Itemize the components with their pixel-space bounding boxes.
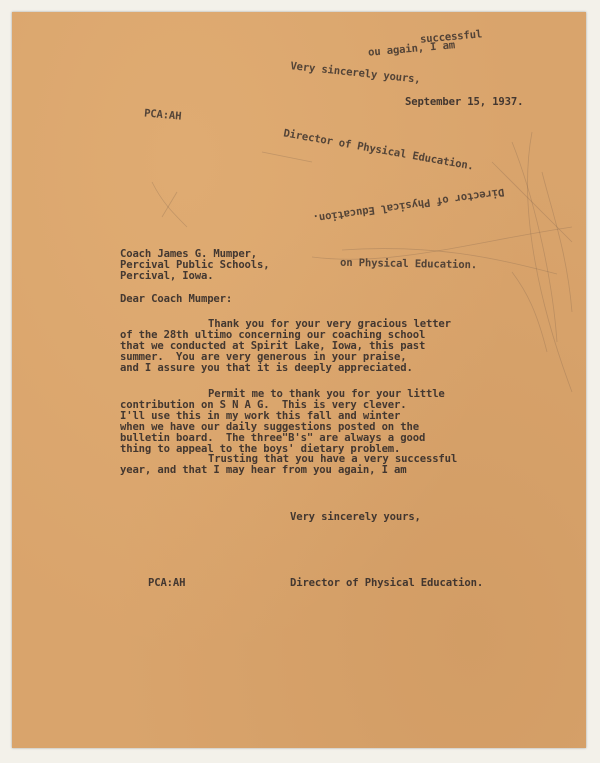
offset-mirrored-director: Director of Physical Education. <box>312 185 506 225</box>
p2-line-3: I'll use this in my work this fall and winter <box>120 410 401 422</box>
p1-line-3: that we conducted at Spirit Lake, Iowa, this past <box>120 340 426 352</box>
closing: Very sincerely yours, <box>290 511 421 523</box>
recipient-line-school: Percival Public Schools, <box>120 259 270 271</box>
letter-date: September 15, 1937. <box>405 96 524 108</box>
p2-line-5: bulletin board. The three"B's" are always a good <box>120 432 426 444</box>
p1-line-4: summer. You are very generous in your praise, <box>120 351 407 363</box>
signature-initials: PCA:AH <box>148 577 186 589</box>
p2-line-1: Permit me to thank you for your little <box>208 388 445 400</box>
letter-page <box>12 12 586 748</box>
salutation: Dear Coach Mumper: <box>120 293 233 305</box>
offset-director: Director of Physical Education. <box>282 127 475 173</box>
offset-successful: successful <box>419 28 483 46</box>
p2-line-4: when we have our daily suggestions posted on the <box>120 421 419 433</box>
signature-title: Director of Physical Education. <box>290 577 484 589</box>
offset-beside-address: on Physical Education. <box>339 256 478 272</box>
p1-line-1: Thank you for your very gracious letter <box>208 318 451 330</box>
paragraph-3 <box>120 453 458 498</box>
offset-again-i-am: ou again, I am <box>367 39 456 59</box>
p1-line-2: of the 28th ultimo concerning our coaching school <box>120 329 426 341</box>
recipient-line-name: Coach James G. Mumper, <box>120 248 258 260</box>
p1-line-5: and I assure you that it is deeply appreciated. <box>120 362 413 374</box>
recipient-line-city: Percival, Iowa. <box>120 270 214 282</box>
offset-initials: PCA:AH <box>143 107 182 123</box>
p3-line-1: Trusting that you have a very successful <box>208 453 458 465</box>
paper-scuff-marks <box>12 12 586 748</box>
p3-line-2: year, and that I may hear from you again, I am <box>120 464 407 476</box>
offset-very-sincerely: Very sincerely yours, <box>289 60 422 86</box>
p2-line-2: contribution on S N A G. This is very clever. <box>120 399 407 411</box>
p2-line-6: thing to appeal to the boys' dietary problem. <box>120 443 401 455</box>
